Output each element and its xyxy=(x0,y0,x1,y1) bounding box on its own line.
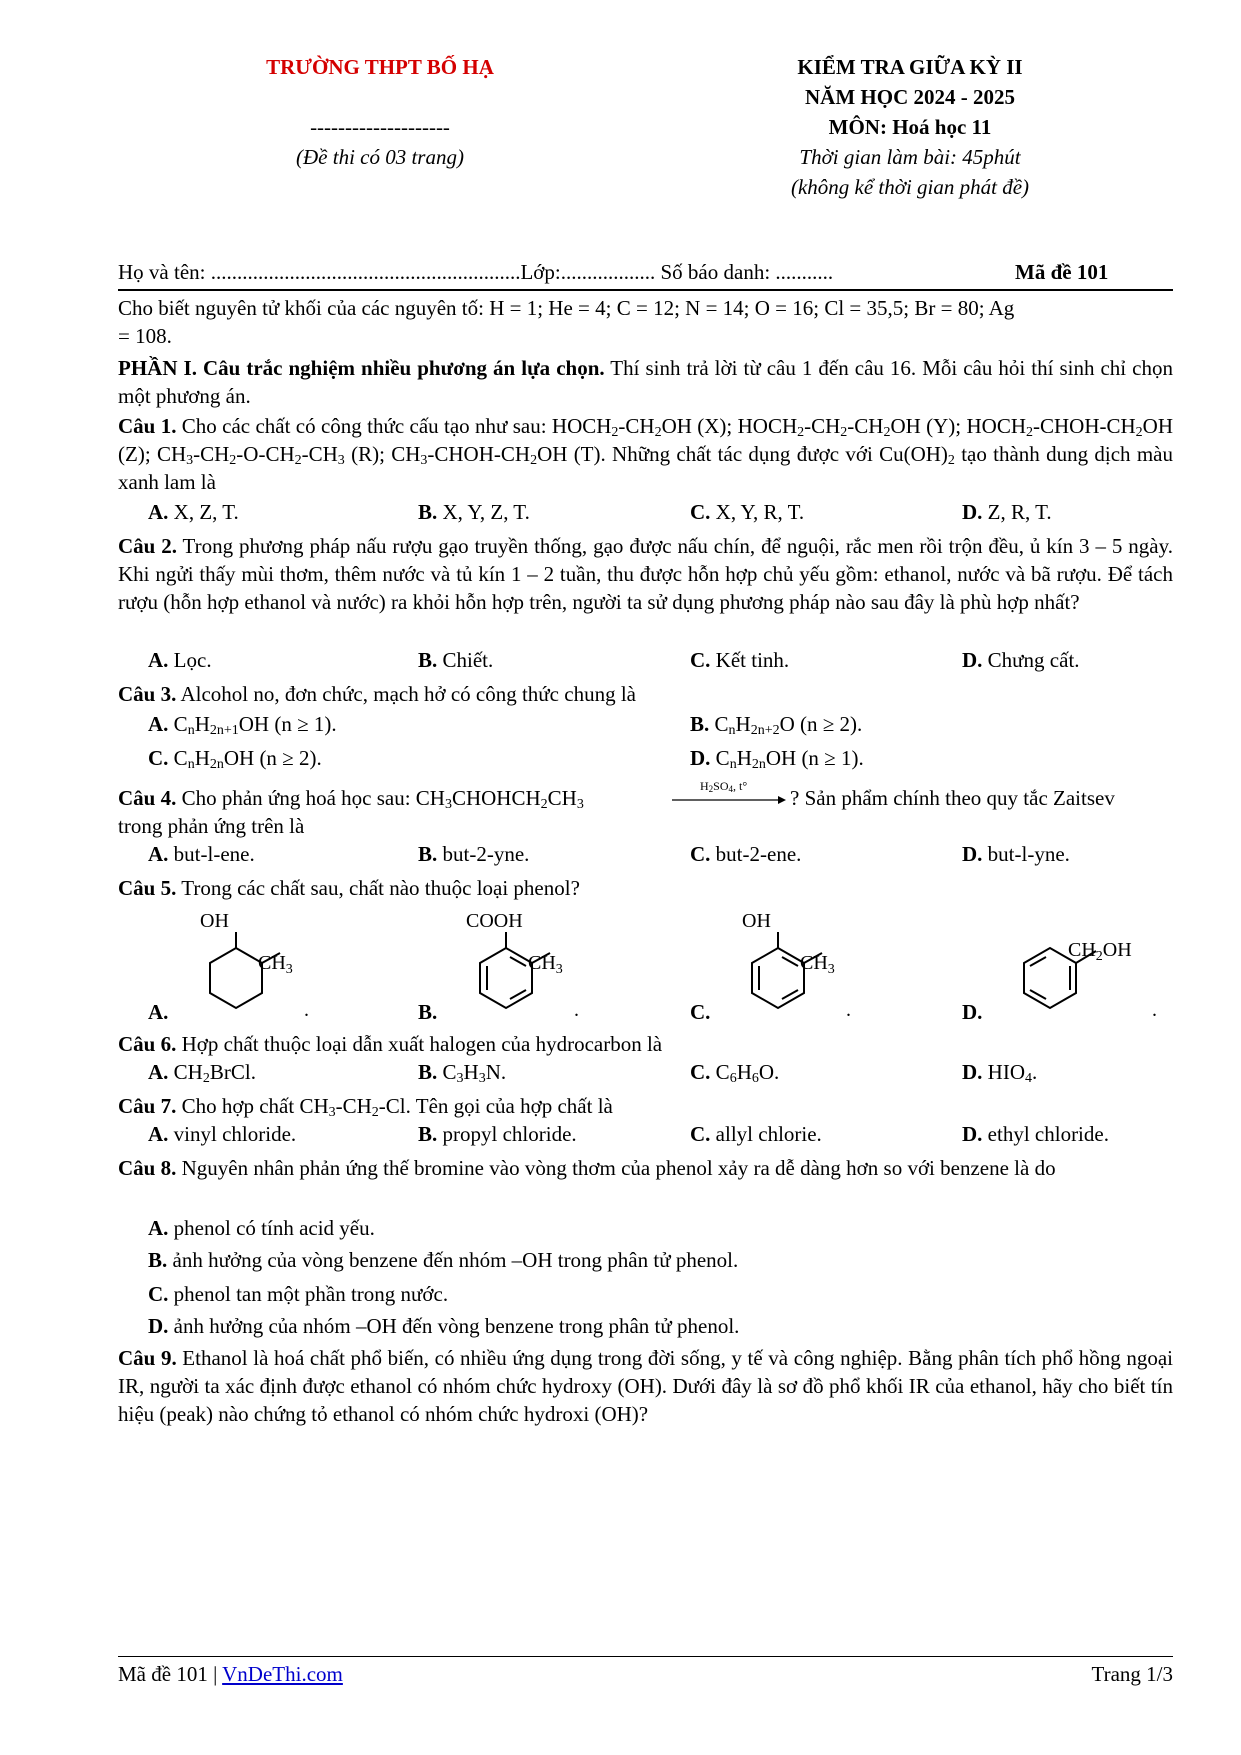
footer-rule xyxy=(118,1656,1173,1657)
page-number: Trang 1/3 xyxy=(1091,1662,1173,1686)
q7-option-b[interactable]: B. propyl chloride. xyxy=(418,1122,577,1146)
svg-text:OH: OH xyxy=(200,910,229,932)
svg-text:.: . xyxy=(574,999,579,1021)
student-info: Họ và tên: ...........................................................Lớp:.................. Số báo danh: ........... xyxy=(118,260,834,284)
q5-option-d[interactable]: D. xyxy=(962,1000,983,1024)
q5-option-a[interactable]: A. xyxy=(148,1000,169,1024)
exam-title: KIỂM TRA GIỮA KỲ II xyxy=(797,55,1023,79)
structure-o-toluic-acid xyxy=(440,906,600,1026)
atomic-masses: Cho biết nguyên tử khối của các nguyên tố: H = 1; He = 4; C = 12; N = 14; O = 16; Cl = 35,5; Br = 80; Ag xyxy=(118,296,1015,320)
q2-option-b[interactable]: B. Chiết. xyxy=(418,648,494,672)
q1-option-a[interactable]: A. X, Z, T. xyxy=(148,500,239,524)
question-1: Câu 1. Cho các chất có công thức cấu tạo như sau: $HOCH_2-CH_2OH$ (X); $HOCH_2-CH_2-CH_2OH$ (Y); $HOCH_2-CHOH-CH_2OH$ (Z); $CH_3-CH_2-O-CH_2-CH_3$ (R); $CH_3-CHOH-CH_2OH$ (T). Những chất tác dụng được với $Cu(OH)_2$ tạo thành dung dịch màu xanh lam là xyxy=(118,414,1174,494)
structure-benzyl-alcohol xyxy=(984,906,1164,1026)
q2-option-c[interactable]: C. Kết tinh. xyxy=(690,648,790,672)
svg-text:CH2OH: $CH_2OH$ xyxy=(1068,939,1132,964)
svg-text:.: . xyxy=(1152,999,1157,1021)
q3-option-d[interactable]: D. $C_nH_{2n}OH$ (n ≥ 1). xyxy=(690,746,864,772)
q6-option-d[interactable]: D. $HIO_4$. xyxy=(962,1060,1038,1086)
school-year: NĂM HỌC 2024 - 2025 xyxy=(805,85,1015,109)
header-rule xyxy=(118,289,1173,291)
pages-note: (Đề thi có 03 trang) xyxy=(296,145,464,169)
header-dashes: -------------------- xyxy=(310,115,450,139)
q1-option-c[interactable]: C. X, Y, R, T. xyxy=(690,500,805,524)
svg-text:.: . xyxy=(846,999,851,1021)
question-8: Câu 8. Nguyên nhân phản ứng thế bromine vào vòng thơm của phenol xảy ra dễ dàng hơn so với benzene là do xyxy=(118,1156,1056,1180)
svg-text:.: . xyxy=(304,999,309,1021)
question-6: Câu 6. Hợp chất thuộc loại dẫn xuất halogen của hydrocarbon là xyxy=(118,1032,663,1056)
q6-option-c[interactable]: C. $C_6H_6O$. xyxy=(690,1060,780,1086)
exam-code: Mã đề 101 xyxy=(1015,260,1109,284)
exam-time-note: (không kể thời gian phát đề) xyxy=(790,175,1030,199)
q4-option-b[interactable]: B. but-2-yne. xyxy=(418,842,530,866)
part1-heading: PHẦN I. Câu trắc nghiệm nhiều phương án lựa chọn. Thí sinh trả lời từ câu 1 đến câu 16. Mỗi câu hỏi thí sinh chỉ chọn một phương án. xyxy=(118,356,1173,408)
structure-o-cresol xyxy=(712,906,872,1026)
q2-option-a[interactable]: A. Lọc. xyxy=(148,648,212,672)
q5-option-b[interactable]: B. xyxy=(418,1000,438,1024)
q3-option-c[interactable]: C. $C_nH_{2n}OH$ (n ≥ 2). xyxy=(148,746,322,772)
catalyst-label: H2SO4, t° xyxy=(700,779,748,794)
exam-time: Thời gian làm bài: 45phút xyxy=(799,145,1021,169)
question-4: Câu 4. Cho phản ứng hoá học sau: $CH_3CHOHCH_2CH_3$ xyxy=(118,786,584,812)
svg-text:CH3: $CH_3$ xyxy=(800,952,835,977)
q8-option-d[interactable]: D. ảnh hưởng của nhóm –OH đến vòng benzene trong phân tử phenol. xyxy=(148,1314,740,1338)
question-7: Câu 7. Cho hợp chất $CH_3-CH_2-Cl$. Tên gọi của hợp chất là xyxy=(118,1094,613,1120)
q6-option-b[interactable]: B. $C_3H_3N$. xyxy=(418,1060,507,1086)
question-4-line2: trong phản ứng trên là xyxy=(118,814,305,838)
footer-left xyxy=(118,1660,343,1688)
svg-text:COOH: COOH xyxy=(466,910,523,932)
q5-option-c[interactable]: C. xyxy=(690,1000,711,1024)
q4-option-a[interactable]: A. but-l-ene. xyxy=(148,842,255,866)
footer-code: Mã đề 101 | xyxy=(118,1662,223,1686)
q7-option-a[interactable]: A. vinyl chloride. xyxy=(148,1122,297,1146)
q3-option-b[interactable]: B. $C_nH_{2n+2}O$ (n ≥ 2). xyxy=(690,712,863,738)
reaction-arrow xyxy=(668,778,788,812)
atomic-masses-cont: = 108. xyxy=(118,324,172,348)
question-9: Câu 9. Ethanol là hoá chất phổ biến, có nhiều ứng dụng trong đời sống, y tế và công nghiệp. Bằng phân tích phổ hồng ngoại IR, người ta xác định được ethanol có nhóm chức hydroxy (OH). Dưới đây là sơ đồ phổ khối IR của ethanol, hãy cho biết tín hiệu (peak) nào chứng tỏ ethanol có nhóm chức hydroxi (OH)? xyxy=(118,1346,1173,1426)
question-3: Câu 3. Alcohol no, đơn chức, mạch hở có công thức chung là xyxy=(118,682,636,706)
q1-option-d[interactable]: D. Z, R, T. xyxy=(962,500,1052,524)
svg-text:OH: OH xyxy=(742,910,771,932)
q1-option-b[interactable]: B. X, Y, Z, T. xyxy=(418,500,530,524)
q7-option-d[interactable]: D. ethyl chloride. xyxy=(962,1122,1109,1146)
q4-option-c[interactable]: C. but-2-ene. xyxy=(690,842,802,866)
question-5: Câu 5. Trong các chất sau, chất nào thuộc loại phenol? xyxy=(118,876,580,900)
q7-option-c[interactable]: C. allyl chlorie. xyxy=(690,1122,822,1146)
subject: MÔN: Hoá học 11 xyxy=(828,115,992,139)
q8-option-a[interactable]: A. phenol có tính acid yếu. xyxy=(148,1216,375,1240)
q8-option-b[interactable]: B. ảnh hưởng của vòng benzene đến nhóm –OH trong phân tử phenol. xyxy=(148,1248,739,1272)
svg-text:CH3: $CH_3$ xyxy=(528,952,563,977)
q3-option-a[interactable]: A. $C_nH_{2n+1}OH$ (n ≥ 1). xyxy=(148,712,337,738)
q2-option-d[interactable]: D. Chưng cất. xyxy=(962,648,1080,672)
q4-option-d[interactable]: D. but-l-yne. xyxy=(962,842,1070,866)
svg-text:CH3: $CH_3$ xyxy=(258,952,293,977)
q6-option-a[interactable]: A. $CH_2BrCl$. xyxy=(148,1060,256,1086)
structure-2-methylcyclohexanol xyxy=(170,906,320,1026)
footer-link[interactable]: VnDeThi.com xyxy=(222,1662,343,1686)
school-name: TRƯỜNG THPT BỐ HẠ xyxy=(266,55,494,79)
question-2: Câu 2. Trong phương pháp nấu rượu gạo truyền thống, gạo được nấu chín, để nguội, rắc men rồi trộn đều, ủ kín 3 – 5 ngày. Khi ngửi thấy mùi thơm, thêm nước và tủ kín 1 – 2 tuần, thu được hỗn hợp chủ yếu gồm: ethanol, nước và bã rượu. Để tách rượu (hỗn hợp ethanol và nước) ra khỏi hỗn hợp trên, người ta sử dụng phương pháp nào sau đây là phù hợp nhất? xyxy=(118,534,1173,614)
q8-option-c[interactable]: C. phenol tan một phần trong nước. xyxy=(148,1282,449,1306)
question-4-cont: ? Sản phẩm chính theo quy tắc Zaitsev xyxy=(790,786,1115,810)
